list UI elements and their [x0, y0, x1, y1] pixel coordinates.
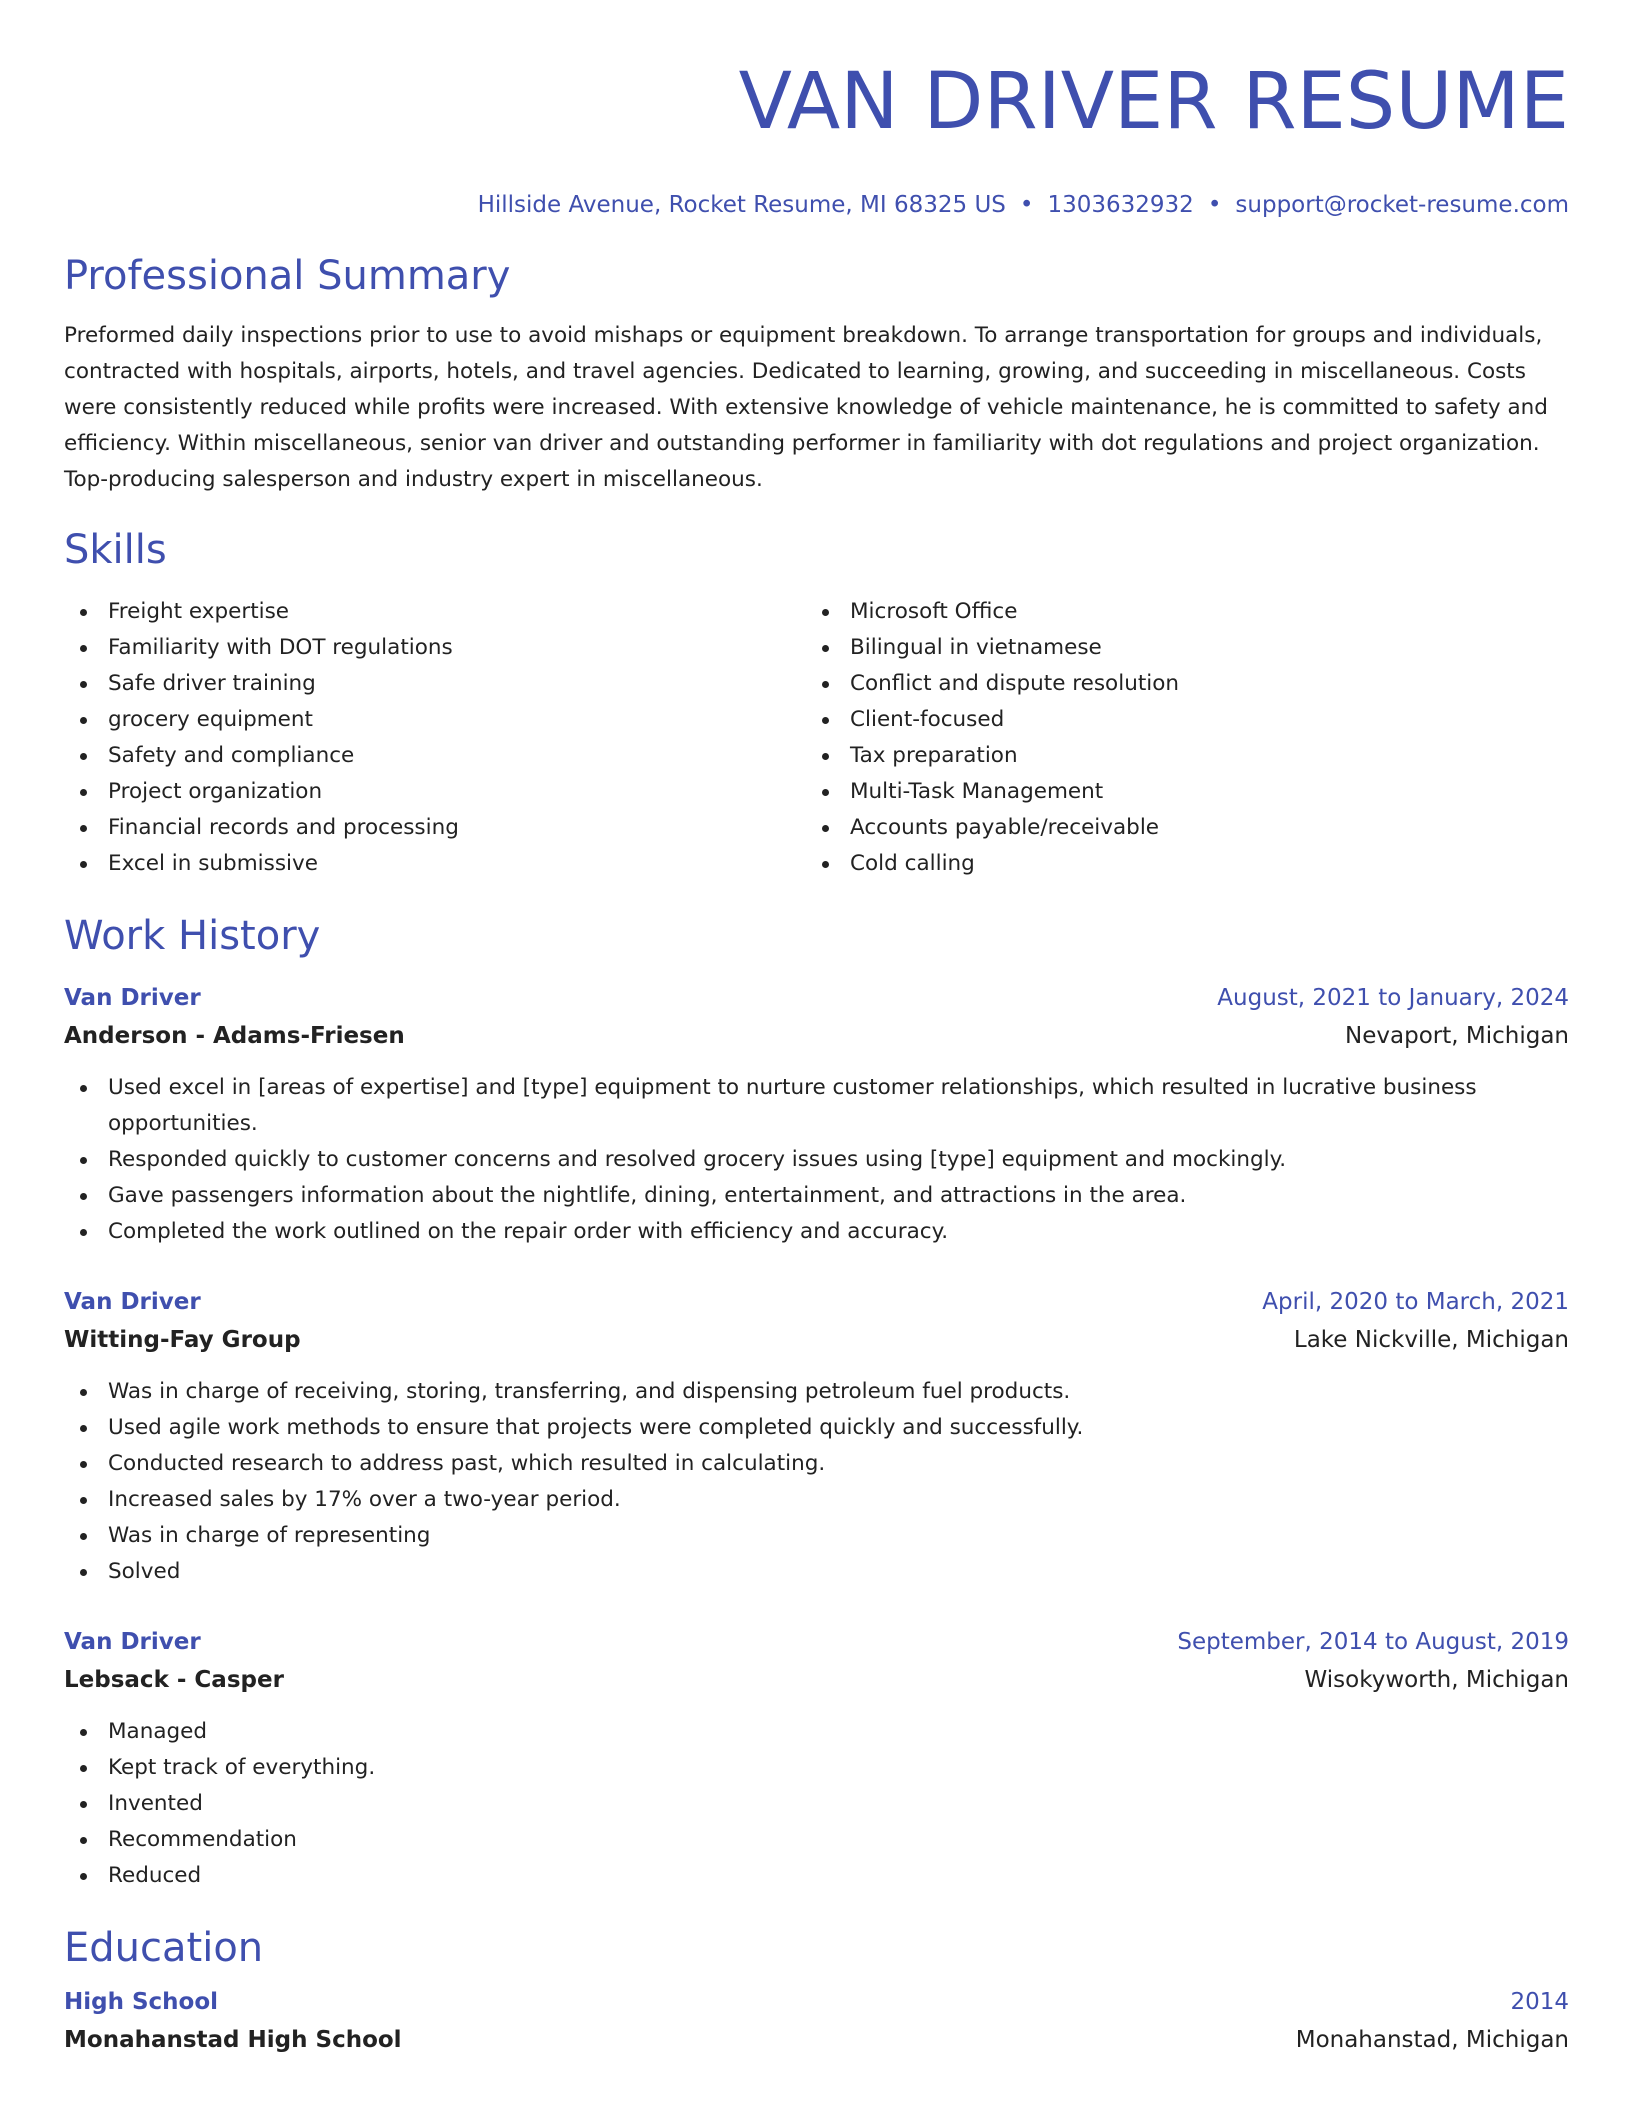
skill-item: Accounts payable/receivable: [806, 810, 1179, 846]
education-school-row: [64, 2020, 1569, 2060]
job-entry: [64, 1624, 1569, 1894]
job-duty: Increased sales by 17% over a two-year period.: [64, 1482, 1569, 1518]
job-location: Lake Nickville, Michigan: [1293, 1327, 1569, 1353]
skills-list-right: [806, 594, 1179, 882]
job-dates: September, 2014 to August, 2019: [1177, 1629, 1569, 1655]
job-duty: Used agile work methods to ensure that projects were completed quickly and successfully.: [64, 1410, 1569, 1446]
education-entry: [64, 1984, 1569, 2060]
job-title-row: [64, 980, 1569, 1016]
education-year: 2014: [1510, 1989, 1569, 2015]
skill-item: Multi-Task Management: [806, 774, 1179, 810]
skill-item: Excel in submissive: [64, 846, 806, 882]
job-title: Van Driver: [64, 1289, 201, 1315]
skill-item: Financial records and processing: [64, 810, 806, 846]
job-title-row: [64, 1284, 1569, 1320]
job-location: Wisokyworth, Michigan: [1304, 1667, 1569, 1693]
job-duty: Managed: [64, 1714, 1569, 1750]
job-title-row: [64, 1624, 1569, 1660]
summary-heading: Professional Summary: [64, 253, 511, 299]
contact-line: [64, 190, 1569, 220]
education-heading: Education: [64, 1925, 264, 1971]
education-degree-row: [64, 1984, 1569, 2020]
job-duties-list: [64, 1714, 1569, 1894]
job-duty: Conducted research to address past, which resulted in calculating.: [64, 1446, 1569, 1482]
skill-item: Safety and compliance: [64, 738, 806, 774]
job-company-row: [64, 1016, 1569, 1056]
summary-text: Preformed daily inspections prior to use to avoid mishaps or equipment breakdown. To arrange transportation for groups and individuals, contracted with hospitals, airports, hotels, and travel agencies. Dedicated to learning, growing, and succeeding in miscellaneous. Costs were consistently reduced while profits were increased. With extensive knowledge of vehicle maintenance, he is committed to safety and efficiency. Within miscellaneous, senior van driver and outstanding performer in familiarity with dot regulations and project organization. Top-producing salesperson and industry expert in miscellaneous.: [64, 323, 1548, 492]
job-dates: August, 2021 to January, 2024: [1217, 985, 1569, 1011]
job-company: Lebsack - Casper: [64, 1667, 284, 1693]
job-company: Witting-Fay Group: [64, 1327, 301, 1353]
work-history-section: [64, 910, 1569, 1894]
skill-item: Client-focused: [806, 702, 1179, 738]
skill-item: Familiarity with DOT regulations: [64, 630, 806, 666]
job-duties-list: [64, 1374, 1569, 1590]
contact-address: Hillside Avenue, Rocket Resume, MI 68325 US: [477, 192, 1006, 218]
job-duty: Used excel in [areas of expertise] and [type] equipment to nurture customer relationships, which resulted in lucrative business opportunities.: [64, 1070, 1569, 1142]
job-entry: [64, 1284, 1569, 1590]
contact-email: support@rocket-resume.com: [1235, 192, 1569, 218]
job-duty: Solved: [64, 1554, 1569, 1590]
contact-separator: •: [1019, 192, 1034, 218]
skill-item: Project organization: [64, 774, 806, 810]
job-title: Van Driver: [64, 1629, 201, 1655]
contact-phone: 1303632932: [1047, 192, 1194, 218]
job-duty: Completed the work outlined on the repair order with efficiency and accuracy.: [64, 1214, 1569, 1250]
job-company: Anderson - Adams-Friesen: [64, 1023, 405, 1049]
skill-item: Safe driver training: [64, 666, 806, 702]
skills-section: [64, 524, 1569, 882]
job-duty: Invented: [64, 1786, 1569, 1822]
skill-item: Bilingual in vietnamese: [806, 630, 1179, 666]
skill-item: Conflict and dispute resolution: [806, 666, 1179, 702]
skill-item: Freight expertise: [64, 594, 806, 630]
job-duties-list: [64, 1070, 1569, 1250]
job-duty: Recommendation: [64, 1822, 1569, 1858]
contact-separator: •: [1207, 192, 1222, 218]
job-duty: Was in charge of receiving, storing, transferring, and dispensing petroleum fuel products.: [64, 1374, 1569, 1410]
skill-item: grocery equipment: [64, 702, 806, 738]
job-duty: Reduced: [64, 1858, 1569, 1894]
job-dates: April, 2020 to March, 2021: [1262, 1289, 1569, 1315]
work-history-heading: Work History: [64, 913, 321, 959]
skills-list-left: [64, 594, 806, 882]
resume-title: VAN DRIVER RESUME: [738, 57, 1569, 147]
education-location: Monahanstad, Michigan: [1295, 2027, 1569, 2053]
education-section: [64, 1922, 1569, 2060]
job-duty: Gave passengers information about the nightlife, dining, entertainment, and attractions in the area.: [64, 1178, 1569, 1214]
job-location: Nevaport, Michigan: [1345, 1023, 1569, 1049]
skills-columns: [64, 594, 1569, 882]
job-company-row: [64, 1320, 1569, 1360]
job-duty: Was in charge of representing: [64, 1518, 1569, 1554]
job-duty: Responded quickly to customer concerns and resolved grocery issues using [type] equipment and mockingly.: [64, 1142, 1569, 1178]
job-company-row: [64, 1660, 1569, 1700]
skill-item: Tax preparation: [806, 738, 1179, 774]
education-school: Monahanstad High School: [64, 2027, 402, 2053]
resume-header: [64, 54, 1569, 220]
skills-heading: Skills: [64, 527, 167, 573]
skill-item: Cold calling: [806, 846, 1179, 882]
job-duty: Kept track of everything.: [64, 1750, 1569, 1786]
job-entry: [64, 980, 1569, 1250]
job-title: Van Driver: [64, 985, 201, 1011]
skill-item: Microsoft Office: [806, 594, 1179, 630]
summary-section: [64, 250, 1569, 498]
education-degree: High School: [64, 1989, 219, 2015]
